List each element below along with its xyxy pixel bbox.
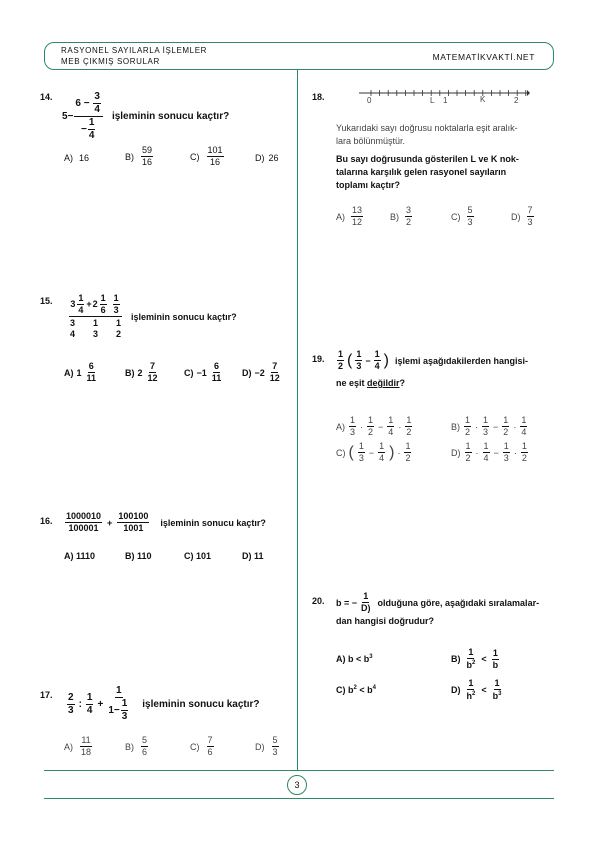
q15-d-w: −2 xyxy=(254,367,265,378)
q15-number: 15. xyxy=(40,296,53,306)
q19-b-n4: 1 xyxy=(521,415,527,425)
q19-n1: 1 xyxy=(338,349,344,359)
q19-c-n2: 1 xyxy=(379,441,385,451)
q18-q-line1: Bu sayı doğrusunda gösterilen L ve K nok- xyxy=(336,154,519,164)
q19-c-f1 xyxy=(358,442,365,463)
q17-f4 xyxy=(121,699,129,722)
q19-b-f3 xyxy=(502,416,509,437)
q19-b-d4: 4 xyxy=(521,427,527,437)
q18-q-line3: toplamı kaçtır? xyxy=(336,180,401,190)
q15-c-den: 11 xyxy=(211,373,222,383)
q19-c-d2: 4 xyxy=(379,453,385,463)
q15-b-den: 12 xyxy=(147,373,158,383)
q15-d2: 6 xyxy=(100,305,106,315)
q19-c-rparen: ) xyxy=(389,443,395,461)
q18-c-frac xyxy=(467,206,474,227)
q17-option-a[interactable] xyxy=(64,736,93,757)
q19-d-f3 xyxy=(503,442,510,463)
q15-d1: 4 xyxy=(78,305,84,315)
q19-c-n1: 1 xyxy=(358,441,364,451)
q17-option-d[interactable] xyxy=(255,736,280,757)
q15-f3 xyxy=(113,294,120,315)
column-divider xyxy=(297,70,298,770)
q19-b-d3: 2 xyxy=(503,427,509,437)
q20-b-d1-base: b xyxy=(466,660,472,670)
q18-b-frac xyxy=(405,206,412,227)
q20-d-f1 xyxy=(466,679,477,701)
q19-a-n4: 1 xyxy=(406,415,412,425)
q20-b-f2 xyxy=(492,649,500,670)
q16-option-b[interactable]: B) 110 xyxy=(125,551,152,561)
q15-d3: 3 xyxy=(113,305,119,315)
q16-expression xyxy=(64,512,266,533)
q19-c-label: C) xyxy=(336,447,346,458)
q19-a-d1: 3 xyxy=(350,427,356,437)
q19-option-b[interactable]: B) $\frac{1}{2}$ · $\frac{1}{3}$ − $\frac{1}{2}$ · $\frac{1}{4}$ xyxy=(451,415,527,437)
page-header xyxy=(44,42,554,70)
q19-b-f4 xyxy=(520,416,527,437)
q18-question xyxy=(336,153,519,192)
q15-top xyxy=(69,294,121,317)
q19-d-n2: 1 xyxy=(483,441,489,451)
q19-a-f3 xyxy=(387,416,394,437)
q19-d-f2 xyxy=(483,442,490,463)
q14-minus: − xyxy=(67,111,74,122)
q19-d-label: D) xyxy=(451,447,461,458)
q17-a-den: 18 xyxy=(81,747,92,757)
q15-n3: 1 xyxy=(113,293,119,303)
q19-a-f4 xyxy=(405,416,412,437)
q18-b-num: 3 xyxy=(406,205,412,215)
q14-number: 14. xyxy=(40,92,53,102)
q14-denominator xyxy=(80,117,97,141)
q17-b-num: 5 xyxy=(142,735,148,745)
q15-d-num: 7 xyxy=(272,361,278,371)
q20-b-eq: b = − xyxy=(336,597,358,608)
q14-c-num: 101 xyxy=(207,145,223,155)
q17-d-frac xyxy=(272,736,279,757)
q19-text1: işlemi aşağıdakilerden hangisi- xyxy=(394,355,529,366)
q14-option-c[interactable] xyxy=(190,146,225,167)
q19-d-n3: 1 xyxy=(503,441,509,451)
q17-den xyxy=(107,698,130,722)
q18-label-L: L xyxy=(430,96,435,105)
q20-b-label: B) xyxy=(451,654,461,664)
q16-d2: 1001 xyxy=(123,523,144,533)
q20-option-d[interactable] xyxy=(451,679,503,701)
q19-expression xyxy=(336,350,528,371)
q16-n2: 100100 xyxy=(118,511,149,521)
q19-a-n1: 1 xyxy=(350,415,356,425)
q15-f2 xyxy=(100,294,107,315)
q17-d2: 4 xyxy=(86,704,93,716)
q14-a-value: 16 xyxy=(79,153,90,163)
q18-number: 18. xyxy=(312,92,325,102)
q14-d-value: 26 xyxy=(268,153,279,163)
q18-a-num: 13 xyxy=(352,205,363,215)
q15-bottom xyxy=(67,317,124,339)
q19-a-n2: 1 xyxy=(368,415,374,425)
q17-plus: + xyxy=(97,698,104,710)
q15-b-w: 2 xyxy=(137,367,143,378)
q20-d-d2-base: b xyxy=(492,691,499,701)
q19-option-c[interactable]: C) ( $\frac{1}{3}$ − $\frac{1}{4}$ ) · $\frac{1}{2}$ xyxy=(336,441,411,463)
q19-b-n3: 1 xyxy=(503,415,509,425)
q15-option-a[interactable] xyxy=(64,362,98,383)
q20-d-lt: < xyxy=(481,685,487,695)
q20-frac xyxy=(360,592,372,613)
q15-bf2 xyxy=(92,319,99,339)
q15-w2: 2 xyxy=(92,299,98,309)
q15-b-num: 7 xyxy=(150,361,156,371)
q14-text: işleminin sonucu kaçtır? xyxy=(111,111,230,122)
q20-number: 20. xyxy=(312,596,325,606)
page-number: 3 xyxy=(287,775,307,795)
q19-number: 19. xyxy=(312,354,325,364)
header-topic: RASYONEL SAYILARLA İŞLEMLER xyxy=(61,46,208,55)
q20-d-d2 xyxy=(492,690,503,701)
q15-d-label: D) xyxy=(242,367,252,378)
q18-c-den: 3 xyxy=(467,217,473,227)
q20-b-d1-exp: 2 xyxy=(472,660,476,666)
q17-c-num: 7 xyxy=(207,735,213,745)
q19-c-f3 xyxy=(404,442,411,463)
q18-d-num: 7 xyxy=(527,205,533,215)
q19-f3 xyxy=(374,350,381,371)
q20-b-n2: 1 xyxy=(492,647,498,658)
q19-d-d2: 4 xyxy=(483,453,489,463)
q15-a-frac xyxy=(86,362,98,383)
q19-d-f4 xyxy=(521,442,528,463)
q14-inner2 xyxy=(88,118,96,141)
q14-three: 3 xyxy=(94,91,100,102)
q18-option-a[interactable] xyxy=(336,206,364,227)
q19-c-d1: 3 xyxy=(358,453,364,463)
q15-w1: 3 xyxy=(70,299,76,309)
q15-bf1 xyxy=(69,319,76,339)
q18-option-d[interactable] xyxy=(511,206,535,227)
q19-d-n4: 1 xyxy=(521,441,527,451)
q14-big-fraction xyxy=(74,92,103,141)
q15-n1: 1 xyxy=(78,293,84,303)
q20-b-f1 xyxy=(466,648,477,670)
q17-f2 xyxy=(86,693,94,716)
q17-b-label: B) xyxy=(125,741,134,752)
q19-a-n3: 1 xyxy=(388,415,394,425)
q20-option-c[interactable] xyxy=(336,685,376,695)
q19-c-f2 xyxy=(378,442,385,463)
q17-a-label: A) xyxy=(64,741,73,752)
q20-b-n1: 1 xyxy=(468,647,474,657)
q15-a-num: 6 xyxy=(88,361,94,371)
q14-b-num: 59 xyxy=(142,145,153,155)
q19-d-n1: 1 xyxy=(465,441,471,451)
q19-c-n3: 1 xyxy=(405,441,411,451)
q17-option-b[interactable] xyxy=(125,736,149,757)
q19-d2: 3 xyxy=(356,361,362,371)
q18-label-1: 1 xyxy=(443,96,448,105)
q18-desc-line1: Yukarıdaki sayı doğrusu noktalarla eşit aralık- xyxy=(336,123,518,133)
q20-d-d1 xyxy=(466,690,477,701)
q15-bd1: 4 xyxy=(70,329,76,339)
q18-a-label: A) xyxy=(336,211,345,222)
q15-big-frac xyxy=(67,294,124,339)
q14-c-den: 16 xyxy=(210,157,221,167)
q20-d-d2-exp: 3 xyxy=(498,691,502,697)
q19-b-n1: 1 xyxy=(465,415,471,425)
q19-d-d1: 2 xyxy=(465,453,471,463)
q20-a-exp: 3 xyxy=(369,654,373,660)
q19-d-d4: 2 xyxy=(521,453,527,463)
q20-d-d1-exp: 2 xyxy=(472,691,476,697)
q18-d-den: 3 xyxy=(527,217,533,227)
q19-b-d1: 2 xyxy=(465,427,471,437)
q18-label-K: K xyxy=(480,95,486,104)
footer-line-top xyxy=(44,770,554,771)
q18-c-num: 5 xyxy=(467,205,473,215)
q16-plus: + xyxy=(107,517,113,528)
q19-rparen: ) xyxy=(383,351,389,369)
header-subtitle: MEB ÇIKMIŞ SORULAR xyxy=(61,57,160,66)
q17-text: işleminin sonucu kaçtır? xyxy=(142,698,260,710)
q15-bd3: 2 xyxy=(116,329,122,339)
q15-f1 xyxy=(77,294,84,315)
q15-b-frac xyxy=(147,362,159,383)
q15-d-frac xyxy=(269,362,281,383)
q18-desc-line2: lara bölünmüştür. xyxy=(336,136,406,146)
q18-a-den: 12 xyxy=(352,217,363,227)
q20-c-text: C) b xyxy=(336,685,354,695)
q19-f2 xyxy=(355,350,362,371)
q15-bw1: 3 xyxy=(70,318,76,328)
q14-numerator: 6 − $\frac{3}{4}$ xyxy=(74,92,103,117)
q17-d-den: 3 xyxy=(272,747,278,757)
q17-c-frac xyxy=(207,736,214,757)
q15-c-num: 6 xyxy=(214,361,220,371)
q14-c-frac xyxy=(207,146,224,167)
q19-b-n2: 1 xyxy=(483,415,489,425)
q17-number: 17. xyxy=(40,690,53,700)
q20-d-d1-base: h xyxy=(466,691,472,701)
q17-expression xyxy=(66,686,260,722)
q20-text1: olduğuna göre, aşağıdaki sıralamalar- xyxy=(377,597,540,608)
q20-d: D) xyxy=(361,603,371,613)
q17-c-den: 6 xyxy=(207,747,213,757)
q16-frac1 xyxy=(65,512,102,533)
q15-c-label: C) xyxy=(184,367,194,378)
q17-n2: 1 xyxy=(86,691,93,703)
q20-a-text: A) b < b xyxy=(336,654,370,664)
footer-line-bottom xyxy=(44,798,554,799)
q19-text2c: ? xyxy=(399,378,406,388)
q16-option-a[interactable]: A) 1110 xyxy=(64,551,96,561)
q15-plus: + xyxy=(86,299,92,309)
q17-op1: : xyxy=(78,698,82,710)
q15-option-d[interactable] xyxy=(242,362,282,383)
q18-q-line2: talarına karşılık gelen rasyonel sayıların xyxy=(336,167,507,177)
q15-text: işleminin sonucu kaçtır? xyxy=(131,311,237,322)
q19-d3: 4 xyxy=(374,361,380,371)
q16-number: 16. xyxy=(40,516,53,526)
q20-n: 1 xyxy=(363,591,369,601)
q19-text2 xyxy=(336,378,405,388)
q15-a-w: 1 xyxy=(76,367,82,378)
q19-c-lparen: ( xyxy=(348,443,354,461)
q20-c-mid: < b xyxy=(356,685,373,695)
q15-bd2: 3 xyxy=(93,329,99,339)
q19-f1 xyxy=(337,350,344,371)
q17-d4: 3 xyxy=(121,711,128,722)
q17-n1: 2 xyxy=(68,691,74,703)
q19-b-f2 xyxy=(482,416,489,437)
q14-one: 1 xyxy=(88,117,95,128)
q16-text: işleminin sonucu kaçtır? xyxy=(160,517,266,528)
q19-option-d[interactable]: D) $\frac{1}{2}$ · $\frac{1}{4}$ − $\frac{1}{3}$ · $\frac{1}{2}$ xyxy=(451,441,527,463)
q19-d-d3: 3 xyxy=(503,453,509,463)
q19-minus: − xyxy=(365,355,371,366)
q14-six: 6 xyxy=(75,98,81,110)
q19-b-f1 xyxy=(464,416,471,437)
q18-option-b[interactable] xyxy=(390,206,413,227)
q17-a-frac xyxy=(80,736,92,757)
q14-b-label: B) xyxy=(125,151,134,162)
q20-text2: dan hangisi doğrudur? xyxy=(336,616,434,626)
q14-four: 4 xyxy=(94,104,100,115)
q17-d-num: 5 xyxy=(272,735,278,745)
q14-option-d[interactable] xyxy=(255,153,279,163)
q14-inner1 xyxy=(93,92,101,115)
q15-a-den: 11 xyxy=(86,373,97,383)
q19-text2a: ne eşit xyxy=(336,378,368,388)
q15-bw2: 1 xyxy=(93,318,99,328)
q15-c-w: −1 xyxy=(196,367,207,378)
q18-label-0: 0 xyxy=(367,96,372,105)
q20-d-n1: 1 xyxy=(468,678,474,688)
header-site: MATEMATİKVAKTİ.NET xyxy=(432,52,535,62)
q18-label-2: 2 xyxy=(514,96,519,105)
q20-option-b[interactable] xyxy=(451,648,500,670)
q17-b-frac xyxy=(141,736,148,757)
q17-f1 xyxy=(67,693,75,716)
q17-minus: − xyxy=(113,704,120,716)
q17-b-den: 6 xyxy=(142,747,148,757)
q15-bn3: 1 xyxy=(116,318,122,328)
q19-d1: 2 xyxy=(338,361,344,371)
q14-b-den: 16 xyxy=(142,157,153,167)
q14-c-label: C) xyxy=(190,151,200,162)
q16-option-d[interactable]: D) 11 xyxy=(242,551,264,561)
q19-c-d3: 2 xyxy=(405,453,411,463)
q16-frac2 xyxy=(117,512,149,533)
q14-option-a[interactable] xyxy=(64,153,89,163)
q19-option-a[interactable]: A) $\frac{1}{3}$ · $\frac{1}{2}$ − $\frac{1}{4}$ · $\frac{1}{2}$ xyxy=(336,415,412,437)
q14-expression xyxy=(62,92,229,141)
q17-d1: 3 xyxy=(68,704,74,716)
q19-a-f1 xyxy=(349,416,356,437)
q14-option-b[interactable] xyxy=(125,146,154,167)
q20-b-d1 xyxy=(466,659,477,670)
q20-option-a[interactable] xyxy=(336,654,373,664)
q20-d-f2 xyxy=(492,679,503,701)
q19-a-d3: 4 xyxy=(388,427,394,437)
q20-b-lt: < xyxy=(481,654,487,664)
q20-b-d2: b xyxy=(492,659,499,670)
q17-n3: 1 xyxy=(116,685,122,696)
q17-option-c[interactable] xyxy=(190,736,215,757)
q17-f3 xyxy=(107,686,130,722)
q20-condition xyxy=(336,592,539,613)
q16-n1: 1000010 xyxy=(66,511,102,521)
q14-a-label: A) xyxy=(64,153,73,163)
q19-n2: 1 xyxy=(356,349,362,359)
q18-c-label: C) xyxy=(451,211,461,222)
q15-a-label: A) xyxy=(64,367,74,378)
q20-c-e1: 2 xyxy=(353,685,357,691)
q15-option-c[interactable] xyxy=(184,362,223,383)
q20-d-n2: 1 xyxy=(494,678,500,688)
q17-a-num: 11 xyxy=(81,735,91,745)
number-line-arrow xyxy=(527,90,530,96)
q19-b-label: B) xyxy=(451,421,460,432)
q19-a-d2: 2 xyxy=(368,427,374,437)
q15-c-frac xyxy=(211,362,223,383)
q18-b-den: 2 xyxy=(406,217,412,227)
q18-option-c[interactable] xyxy=(451,206,475,227)
q14-b-frac xyxy=(141,146,153,167)
q19-b-d2: 3 xyxy=(483,427,489,437)
q19-n3: 1 xyxy=(374,349,380,359)
q16-option-c[interactable]: C) 101 xyxy=(184,551,212,561)
q19-text2b: değildir xyxy=(367,378,400,388)
q15-expression xyxy=(66,294,237,339)
q15-d-den: 12 xyxy=(269,373,280,383)
q19-a-label: A) xyxy=(336,421,345,432)
q20-d-label: D) xyxy=(451,685,461,695)
q15-option-b[interactable] xyxy=(125,362,160,383)
q19-d-f1 xyxy=(465,442,472,463)
q17-d-label: D) xyxy=(255,741,265,752)
q14-four2: 4 xyxy=(88,130,95,141)
q18-b-label: B) xyxy=(390,211,399,222)
q15-bf3 xyxy=(115,319,122,339)
q19-a-f2 xyxy=(367,416,374,437)
q19-a-d4: 2 xyxy=(406,427,412,437)
q14-five: 5 xyxy=(62,111,68,122)
q14-d-label: D) xyxy=(255,153,265,163)
q17-c-label: C) xyxy=(190,741,200,752)
q17-n4: 1 xyxy=(121,698,128,709)
q17-one: 1 xyxy=(108,704,114,716)
q18-d-frac xyxy=(527,206,534,227)
q16-d1: 100001 xyxy=(68,523,99,533)
q19-lparen: ( xyxy=(347,351,353,369)
q20-c-e2: 4 xyxy=(372,685,376,691)
q15-b-label: B) xyxy=(125,367,135,378)
q15-n2: 1 xyxy=(100,293,106,303)
q14-minus2: − xyxy=(80,124,87,136)
q18-d-label: D) xyxy=(511,211,521,222)
q18-description xyxy=(336,122,518,148)
q18-a-frac xyxy=(351,206,363,227)
